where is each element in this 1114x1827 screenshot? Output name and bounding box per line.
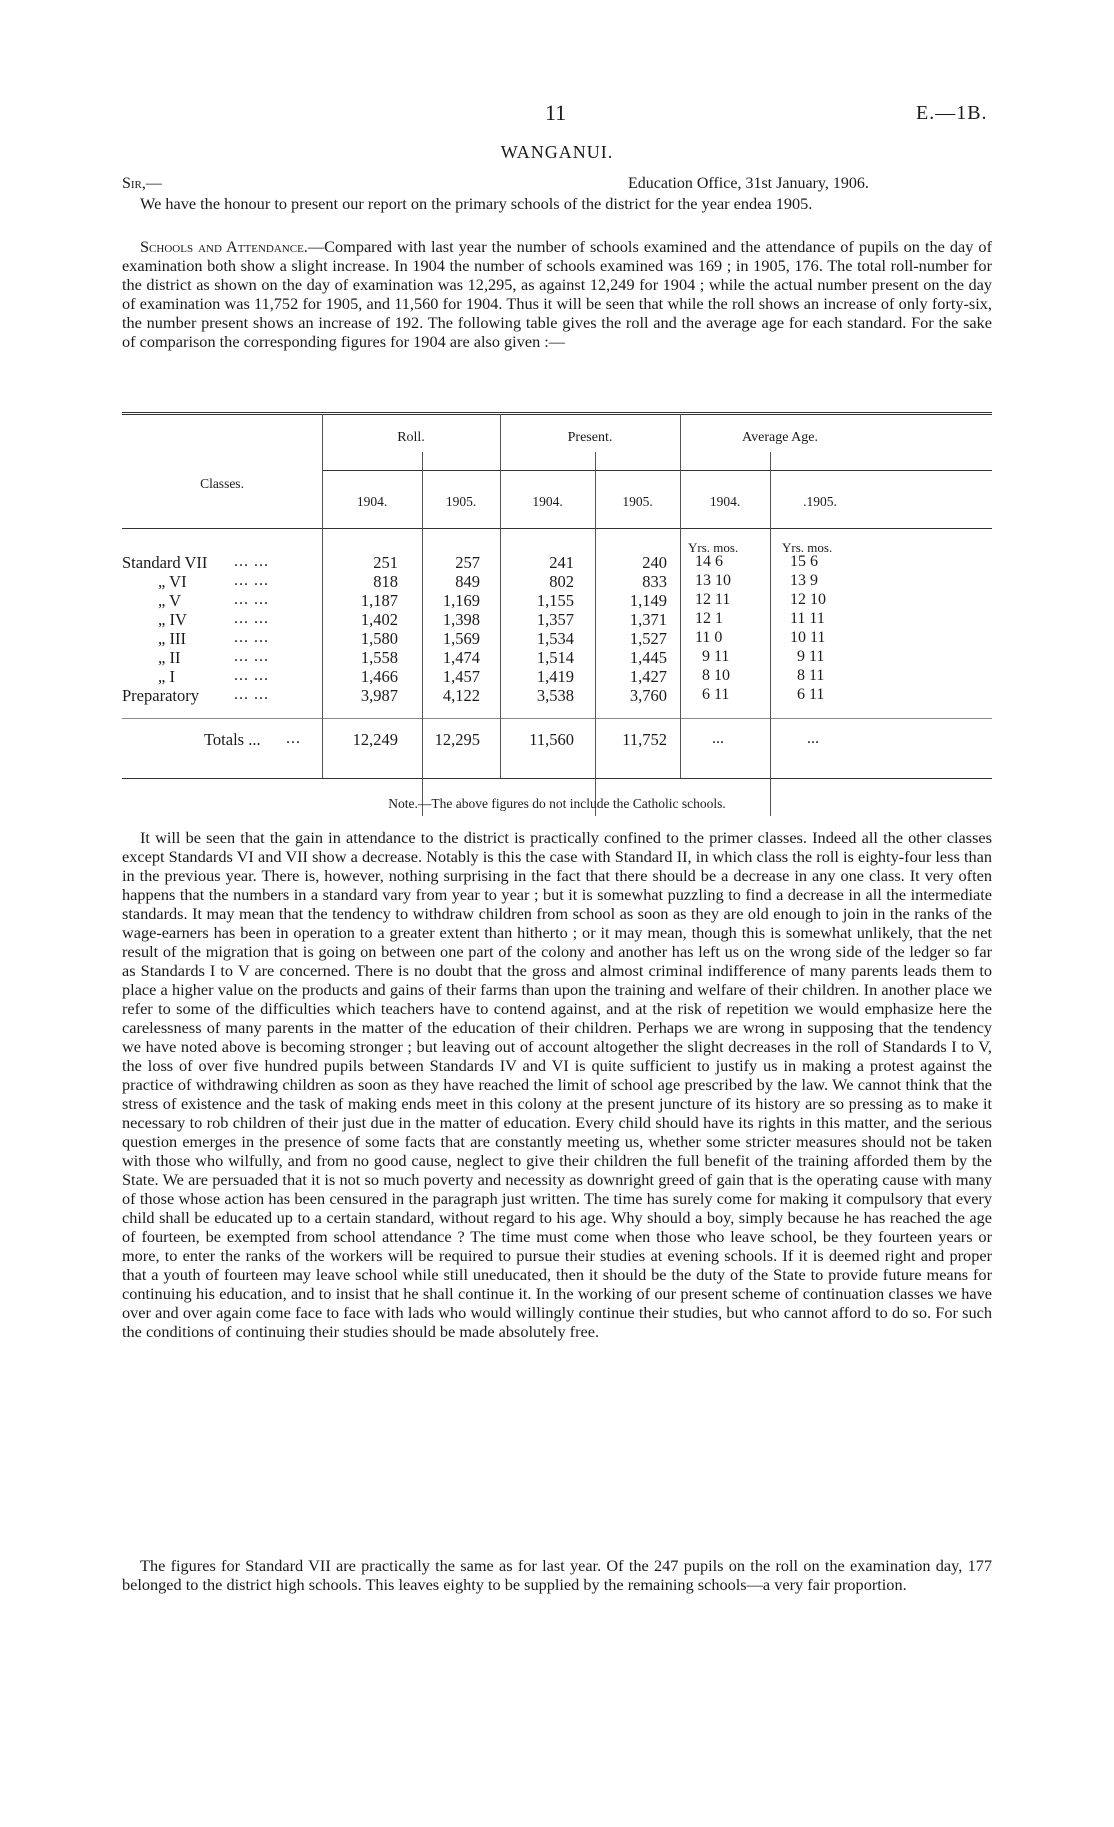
present-1904-header: 1904. [532, 494, 563, 509]
roll-1904-total: 12,249 [352, 730, 398, 749]
age-1904-total: ... [712, 730, 724, 747]
present-header: Present. [567, 430, 613, 445]
leader-dots: ... ... [234, 610, 269, 627]
roll-1904-value: 1,466 [360, 667, 398, 686]
present-1905-value: 1,371 [629, 610, 667, 629]
totals-label: Totals ... [204, 730, 261, 749]
section-heading: Schools and Attendance. [140, 237, 308, 256]
leader-dots: ... ... [234, 553, 269, 570]
table-note: Note.—The above figures do not include the Catholic schools. [388, 796, 726, 811]
present-1905-value: 3,760 [629, 686, 667, 705]
roll-1904-value: 1,187 [360, 591, 398, 610]
present-1904-value: 3,538 [536, 686, 574, 705]
present-1905-value: 1,527 [629, 629, 667, 648]
age-1904-header: 1904. [709, 494, 741, 509]
row-label: Standard VII [122, 553, 208, 572]
present-1905-value: 1,427 [629, 667, 667, 686]
present-1904-value: 1,419 [536, 667, 574, 686]
leader-dots: ... ... [234, 686, 269, 703]
age-1904-value: 6 11 [702, 686, 730, 703]
roll-1904-value: 1,402 [360, 610, 398, 629]
age-unit-1905: Yrs. mos. [782, 540, 833, 555]
document-reference: E.—1B. [916, 102, 988, 124]
present-1904-total: 11,560 [529, 730, 574, 749]
age-unit-1904: Yrs. mos. [688, 540, 739, 555]
discussion-paragraph: It will be seen that the gain in attendance to the district is practically confined to the primer classes. Indeed all the other classes except Standards VI and VII show a decrease. Notably is this the case with Standard II, in which class the roll is eighty-four less than in the previous year. There is, however, nothing surprising in the fact that there should be a decrease in any one class. It very often happens that the numbers in a standard vary from year to year ; but it is somewhat puzzling to find a decrease in all the intermediate standards. It may mean that the tendency to withdraw children from school as soon as they are old enough to join in the ranks of the wage-earners has been in operation to a greater extent than hitherto ; or it may mean, though this is somewhat unlikely, that the net result of the migration that is going on between one part of the colony and another has left us on the wrong side of the ledger so far as Standards I to V are concerned. There is no doubt that the gross and almost criminal indifference of many parents leads them to place a higher value on the products and gains of their farms than upon the training and welfare of their children. In another place we refer to some of the difficulties which teachers have to contend against, and at the risk of repetition we would emphasize here the carelessness of many parents in the matter of the education of their children. Perhaps we are wrong in supposing that the tendency we have noted above is becoming stronger ; but leaving out of account altogether the slight decreases in the roll of Standards I to V, the loss of over five hundred pupils between Standards IV and VI is quite sufficient to justify us in making a protest against the practice of withdrawing children as soon as they have reached the limit of school age prescribed by the law. We cannot think that the stress of existence and the task of making ends meet in this colony at the present juncture of its history are so pressing as to make it necessary to rob children of their just due in the matter of education. Every child should have its rights in this matter, and the serious question emerges in the presence of some facts that are constantly meeting us, whether some stricter measures should not be taken with those who wilfully, and from no good cause, neglect to give their children the full benefit of the training afforded them by the State. We are persuaded that it is not so much poverty and necessity as downright greed of gain that is the operating cause with many of those whose action has been censured in the paragraph just written. The time has surely come for making it compulsory that every child shall be educated up to a certain standard, without regard to his age. Why should a boy, simply because he has reached the age of fourteen, be exempted from school attendance ? The time must come when those who leave school, be they fourteen years or more, to enter the ranks of the workers will be required to pursue their studies at evening schools. If it is deemed right and proper that a youth of fourteen may leave school while still uneducated, then it should be the duty of the State to provide future means for continuing his education, and to insist that he shall continue it. In the working of our present scheme of continuation classes we have over and over again come face to face with lads who would willingly continue their studies, but who cannot afford to do so. For such the conditions of continuing their studies should be made absolutely free. [122, 828, 992, 1341]
classes-header: Classes. [200, 476, 244, 491]
roll-1904-value: 1,580 [360, 629, 398, 648]
age-1905-value: 8 11 [797, 667, 825, 684]
present-1904-value: 1,514 [536, 648, 574, 667]
roll-header: Roll. [397, 430, 425, 445]
age-1905-value: 11 11 [790, 610, 825, 627]
present-1905-value: 1,149 [629, 591, 667, 610]
average-age-header: Average Age. [742, 430, 818, 445]
leader-dots: ... ... [234, 629, 269, 646]
row-label: Preparatory [122, 686, 199, 705]
report-title: WANGANUI. [500, 142, 614, 162]
row-label: „ V [158, 591, 182, 610]
age-1904-value: 12 1 [695, 610, 723, 627]
age-1905-value: 15 6 [790, 553, 818, 570]
page-number: 11 [545, 100, 567, 125]
age-1905-value: 13 9 [790, 572, 818, 589]
roll-1905-value: 1,457 [442, 667, 480, 686]
row-label: „ I [158, 667, 175, 686]
roll-1905-value: 4,122 [442, 686, 480, 705]
leader-dots: ... ... [234, 648, 269, 665]
present-1904-value: 1,534 [536, 629, 574, 648]
roll-1905-value: 1,398 [442, 610, 480, 629]
leader-dots: ... ... [234, 572, 269, 589]
section-body: —Compared with last year the number of schools examined and the attendance of pupils on the day of examination both show a slight increase. In 1904 the number of schools examined was 169 ; in 1905, 176. The total roll-number for the district as shown on the day of examination was 12,295, as against 12,249 for 1904 ; while the actual number present on the day of examination was 11,752 for 1905, and 11,560 for 1904. Thus it will be seen that while the roll shows an increase of only forty-six, the number present shows an increase of 192. The following table gives the roll and the average age for each standard. For the sake of comparison the corresponding figures for 1904 are also given :— [122, 237, 992, 351]
leader-dots: ... [286, 730, 301, 747]
leader-dots: ... ... [234, 591, 269, 608]
roll-1904-value: 3,987 [360, 686, 398, 705]
roll-1905-value: 1,169 [442, 591, 480, 610]
age-1904-value: 9 11 [702, 648, 730, 665]
present-1904-value: 802 [549, 572, 574, 591]
roll-1904-header: 1904. [356, 494, 388, 509]
row-label: „ II [158, 648, 181, 667]
roll-1904-value: 818 [373, 572, 398, 591]
roll-1905-value: 849 [455, 572, 480, 591]
attendance-table-lower [122, 412, 992, 788]
present-1905-header: 1905. [622, 494, 653, 509]
age-1905-total: ... [807, 730, 819, 747]
roll-1905-value: 1,474 [442, 648, 480, 667]
roll-1904-value: 251 [373, 553, 398, 572]
age-1904-value: 13 10 [695, 572, 731, 589]
age-1905-value: 10 11 [790, 629, 826, 646]
row-label: „ III [158, 629, 186, 648]
age-1905-value: 6 11 [797, 686, 825, 703]
dateline: Education Office, 31st January, 1906. [628, 175, 869, 192]
standard-vii-paragraph: The figures for Standard VII are practically the same as for last year. Of the 247 pupils on the roll on the examination day, 177 belonged to the district high schools. This leaves eighty to be supplied by the remaining schools—a very fair proportion. [122, 1556, 992, 1594]
present-1905-value: 1,445 [629, 648, 667, 667]
present-1905-value: 833 [642, 572, 667, 591]
age-1905-value: 9 11 [797, 648, 825, 665]
present-1905-value: 240 [642, 553, 667, 572]
age-1904-value: 8 10 [702, 667, 730, 684]
roll-1905-total: 12,295 [434, 730, 480, 749]
present-1905-total: 11,752 [622, 730, 667, 749]
row-label: „ VI [158, 572, 187, 591]
salutation: Sir,— [122, 175, 162, 192]
roll-1904-value: 1,558 [360, 648, 398, 667]
roll-1905-value: 257 [455, 553, 480, 572]
age-1904-value: 12 11 [695, 591, 731, 608]
present-1904-value: 1,357 [536, 610, 574, 629]
roll-1905-value: 1,569 [442, 629, 480, 648]
leader-dots: ... ... [234, 667, 269, 684]
row-label: „ IV [158, 610, 187, 629]
roll-1905-header: 1905. [445, 494, 477, 509]
age-1904-value: 14 6 [695, 553, 723, 570]
intro-paragraph: We have the honour to present our report on the primary schools of the district for the year endea 1905. [140, 194, 813, 213]
age-1905-header: .1905. [803, 494, 837, 509]
present-1904-value: 241 [549, 553, 574, 572]
present-1904-value: 1,155 [536, 591, 574, 610]
schools-attendance-paragraph [122, 237, 992, 351]
age-1905-value: 12 10 [790, 591, 826, 608]
age-1904-value: 11 0 [695, 629, 723, 646]
